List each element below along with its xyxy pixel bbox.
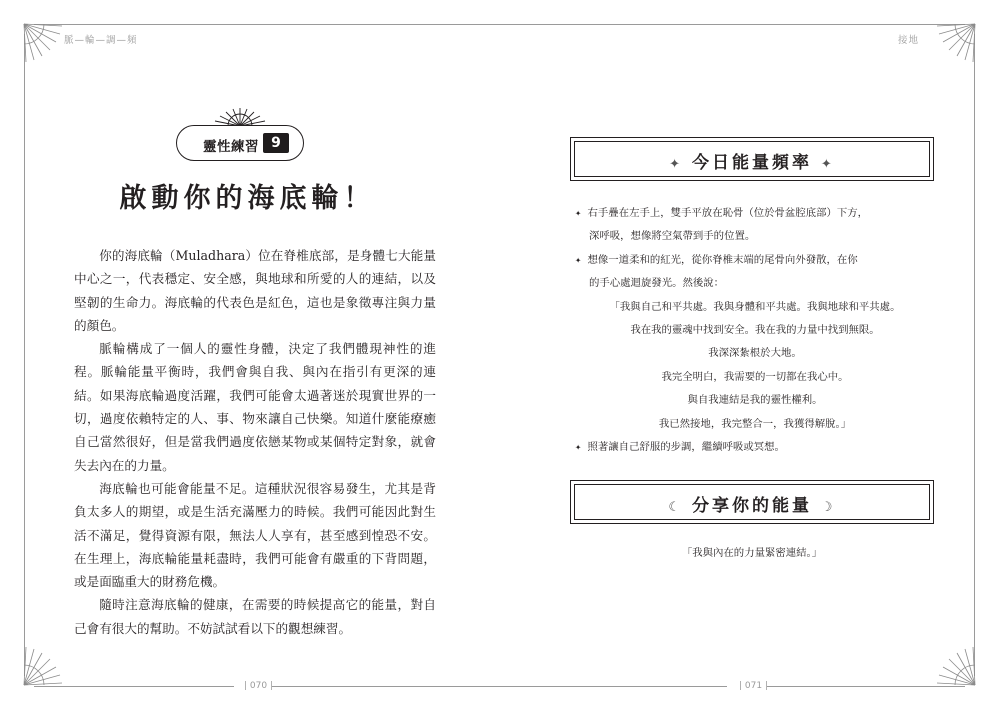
page-number-left: | 070 | <box>244 681 273 691</box>
frame-top-line <box>34 24 965 25</box>
instruction-bullet: ✦ 右手疊在左手上，雙手平放在恥骨（位於骨盆腔底部）下方， <box>575 207 869 219</box>
instruction-bullet: ✦ 照著讓自己舒服的步調，繼續呼吸或冥想。 <box>575 441 785 454</box>
section-title-row <box>570 148 934 173</box>
frame-bottom-line-left <box>34 686 234 687</box>
running-title-right: 接地 <box>897 35 919 46</box>
affirmation-line: 我完全明白，我需要的一切都在我心中。 <box>661 370 849 383</box>
corner-ornament-bottom-left <box>18 645 64 691</box>
section-title: 今日能量頻率 <box>692 153 812 173</box>
paragraph: 脈輪構成了一個人的靈性身體，決定了我們體現神性的進程。脈輪能量平衡時，我們會與自我、與內在指引有更深的連結。如果海底輪過度活躍，我們可能會太過著迷於現實世界的一切，過度依賴特定的人、事、物來讓自己快樂。知道什麼能療癒自己當然很好，但是當我們過度依戀某物或某個特定對象，就會失去內在的力量。 <box>74 341 436 473</box>
crescent-moon-icon: ☽ <box>820 500 836 515</box>
sparkle-icon: ✦ <box>820 157 835 172</box>
section-title: 分享你的能量 <box>692 496 812 516</box>
affirmation-line: 「我與自己和平共處。我與身體和平共處。我與地球和平共處。 <box>609 300 901 313</box>
paragraph: 你的海底輪（Muladhara）位在脊椎底部，是身體七大能量中心之一，代表穩定、安全感，與地球和所愛的人的連結，以及堅韌的生命力。海底輪的代表色是紅色，這也是象徵專注與力量的顏色。 <box>74 248 436 333</box>
practice-badge <box>176 125 304 161</box>
sparkle-icon: ✦ <box>669 157 684 172</box>
corner-ornament-top-left <box>18 18 64 64</box>
affirmation-line: 與自我連結是我的靈性權利。 <box>687 394 823 407</box>
corner-ornament-bottom-right <box>935 645 981 691</box>
badge-number: 9 <box>263 133 289 153</box>
instruction-list <box>575 202 935 459</box>
paragraph: 海底輪也可能會能量不足。這種狀況很容易發生，尤其是背負太多人的期望，或是生活充滿壓力的時候。我們可能因此對生活不滿足，覺得資源有限，無法人人享有，甚至感到惶恐不安。在生理上，海底輪能量耗盡時，我們可能會有嚴重的下背問題，或是面臨重大的財務危機。 <box>74 480 436 590</box>
running-title-left: 脈—輪—調—頻 <box>64 35 138 46</box>
section-header-energy-frequency <box>570 137 934 181</box>
page-title: 啟動你的海底輪！ <box>119 183 376 214</box>
frame-bottom-line-mid <box>272 686 727 687</box>
page-number-right: | 071 | <box>739 681 768 691</box>
frame-left-line <box>24 34 25 676</box>
crescent-moon-icon: ☾ <box>668 500 684 515</box>
instruction-bullet: ✦ 想像一道柔和的紅光，從你脊椎末端的尾骨向外發散，在你 <box>575 253 858 266</box>
affirmation-line: 我已然接地，我完整合一，我獲得解脫。」 <box>658 417 852 430</box>
affirmation-line: 我在我的靈魂中找到安全。我在我的力量中找到無限。 <box>630 324 880 337</box>
frame-right-line <box>974 34 975 676</box>
corner-ornament-top-right <box>935 18 981 64</box>
share-affirmation: 「我與內在的力量緊密連結。」 <box>681 547 823 559</box>
section-title-row <box>570 491 934 516</box>
left-body-text <box>74 244 436 640</box>
instruction-continuation: 的手心處迴旋發光。然後說： <box>589 277 725 290</box>
section-header-share-energy <box>570 480 934 524</box>
badge-label: 靈性練習 <box>203 139 259 155</box>
paragraph: 隨時注意海底輪的健康，在需要的時候提高它的能量，對自己會有很大的幫助。不妨試試看以下的觀想練習。 <box>74 597 436 636</box>
instruction-continuation: 深呼吸，想像將空氣帶到手的位置。 <box>589 230 756 243</box>
affirmation-line: 我深深紮根於大地。 <box>708 347 802 360</box>
